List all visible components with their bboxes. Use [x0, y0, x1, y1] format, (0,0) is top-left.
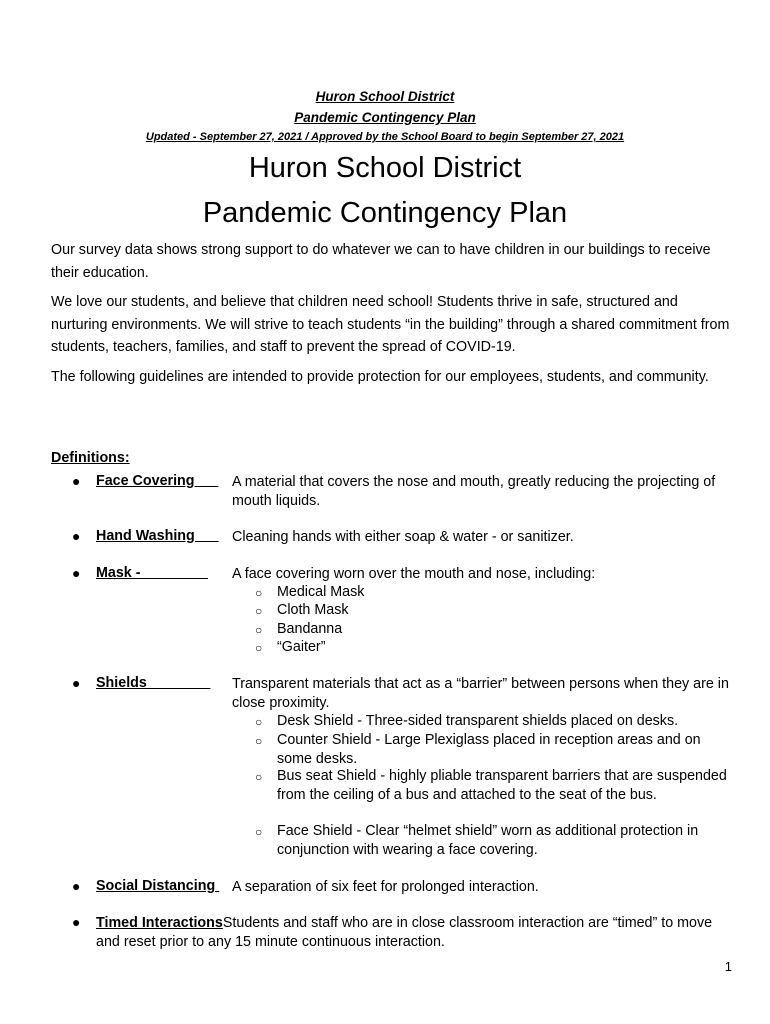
bullet-icon: ●: [72, 914, 81, 930]
bullet-icon: ●: [72, 528, 81, 544]
desc-timed-interactions: Students and staff who are in close classroom interaction are “timed” to move and reset prior to any 15 minute continuous interaction.: [96, 915, 713, 950]
sub-bullet-icon: ○: [255, 825, 263, 839]
definitions-heading: Definitions:: [51, 450, 130, 466]
title-plan: Pandemic Contingency Plan: [202, 197, 568, 229]
header-updated: Updated - September 27, 2021 / Approved by the School Board to begin September 27, 2021: [145, 131, 625, 143]
term-timed-interactions: Timed Interactions: [96, 915, 223, 931]
header-district: Huron School District: [315, 89, 455, 104]
mask-item: Medical Mask: [277, 584, 365, 600]
desc-shields: Transparent materials that act as a “barrier” between persons when they are in close proximity.: [232, 676, 729, 711]
shield-item: Counter Shield - Large Plexiglass placed in reception areas and on some desks.: [277, 732, 701, 767]
shield-item: Bus seat Shield - highly pliable transparent barriers that are suspended from the ceiling of a bus and attached to the seat of the bus.: [277, 768, 727, 803]
term-face-covering: Face Covering: [96, 473, 219, 489]
shield-item: Desk Shield - Three-sided transparent shields placed on desks.: [277, 713, 679, 729]
desc-hand-washing: Cleaning hands with either soap & water - or sanitizer.: [232, 529, 574, 545]
term-hand-washing: Hand Washing: [96, 528, 219, 544]
desc-mask: A face covering worn over the mouth and nose, including:: [232, 566, 596, 582]
sub-bullet-icon: ○: [255, 734, 263, 748]
sub-bullet-icon: ○: [255, 770, 263, 784]
bullet-icon: ●: [72, 675, 81, 691]
definition-timed-interactions: [96, 914, 736, 951]
sub-bullet-icon: ○: [255, 586, 263, 600]
desc-social-distancing: A separation of six feet for prolonged interaction.: [232, 879, 539, 895]
bullet-icon: ●: [72, 473, 81, 489]
mask-item: Bandanna: [277, 621, 343, 637]
header-plan: Pandemic Contingency Plan: [294, 110, 476, 125]
mask-item: “Gaiter”: [277, 639, 326, 655]
page-number: 1: [724, 959, 732, 974]
paragraph-guidelines: The following guidelines are intended to provide protection for our employees, students, and community.: [51, 369, 709, 385]
bullet-icon: ●: [72, 878, 81, 894]
term-social-distancing: Social Distancing: [96, 878, 220, 894]
paragraph-love-students: We love our students, and believe that children need school! Students thrive in safe, structured and nurturing environments. We will strive to teach students “in the building” through a shared commitment from students, teachers, families, and staff to prevent the spread of COVID-19.: [51, 294, 730, 355]
paragraph-survey: Our survey data shows strong support to do whatever we can to have children in our buildings to receive their education.: [51, 242, 711, 281]
mask-item: Cloth Mask: [277, 602, 349, 618]
sub-bullet-icon: ○: [255, 715, 263, 729]
title-district: Huron School District: [248, 152, 522, 184]
shield-item: Face Shield - Clear “helmet shield” worn as additional protection in conjunction with wearing a face covering.: [277, 823, 699, 858]
sub-bullet-icon: ○: [255, 604, 263, 618]
term-shields: Shields: [96, 675, 211, 691]
desc-face-covering: A material that covers the nose and mouth, greatly reducing the projecting of mouth liquids.: [232, 474, 716, 509]
term-mask: Mask -: [96, 565, 209, 581]
bullet-icon: ●: [72, 565, 81, 581]
sub-bullet-icon: ○: [255, 623, 263, 637]
sub-bullet-icon: ○: [255, 641, 263, 655]
